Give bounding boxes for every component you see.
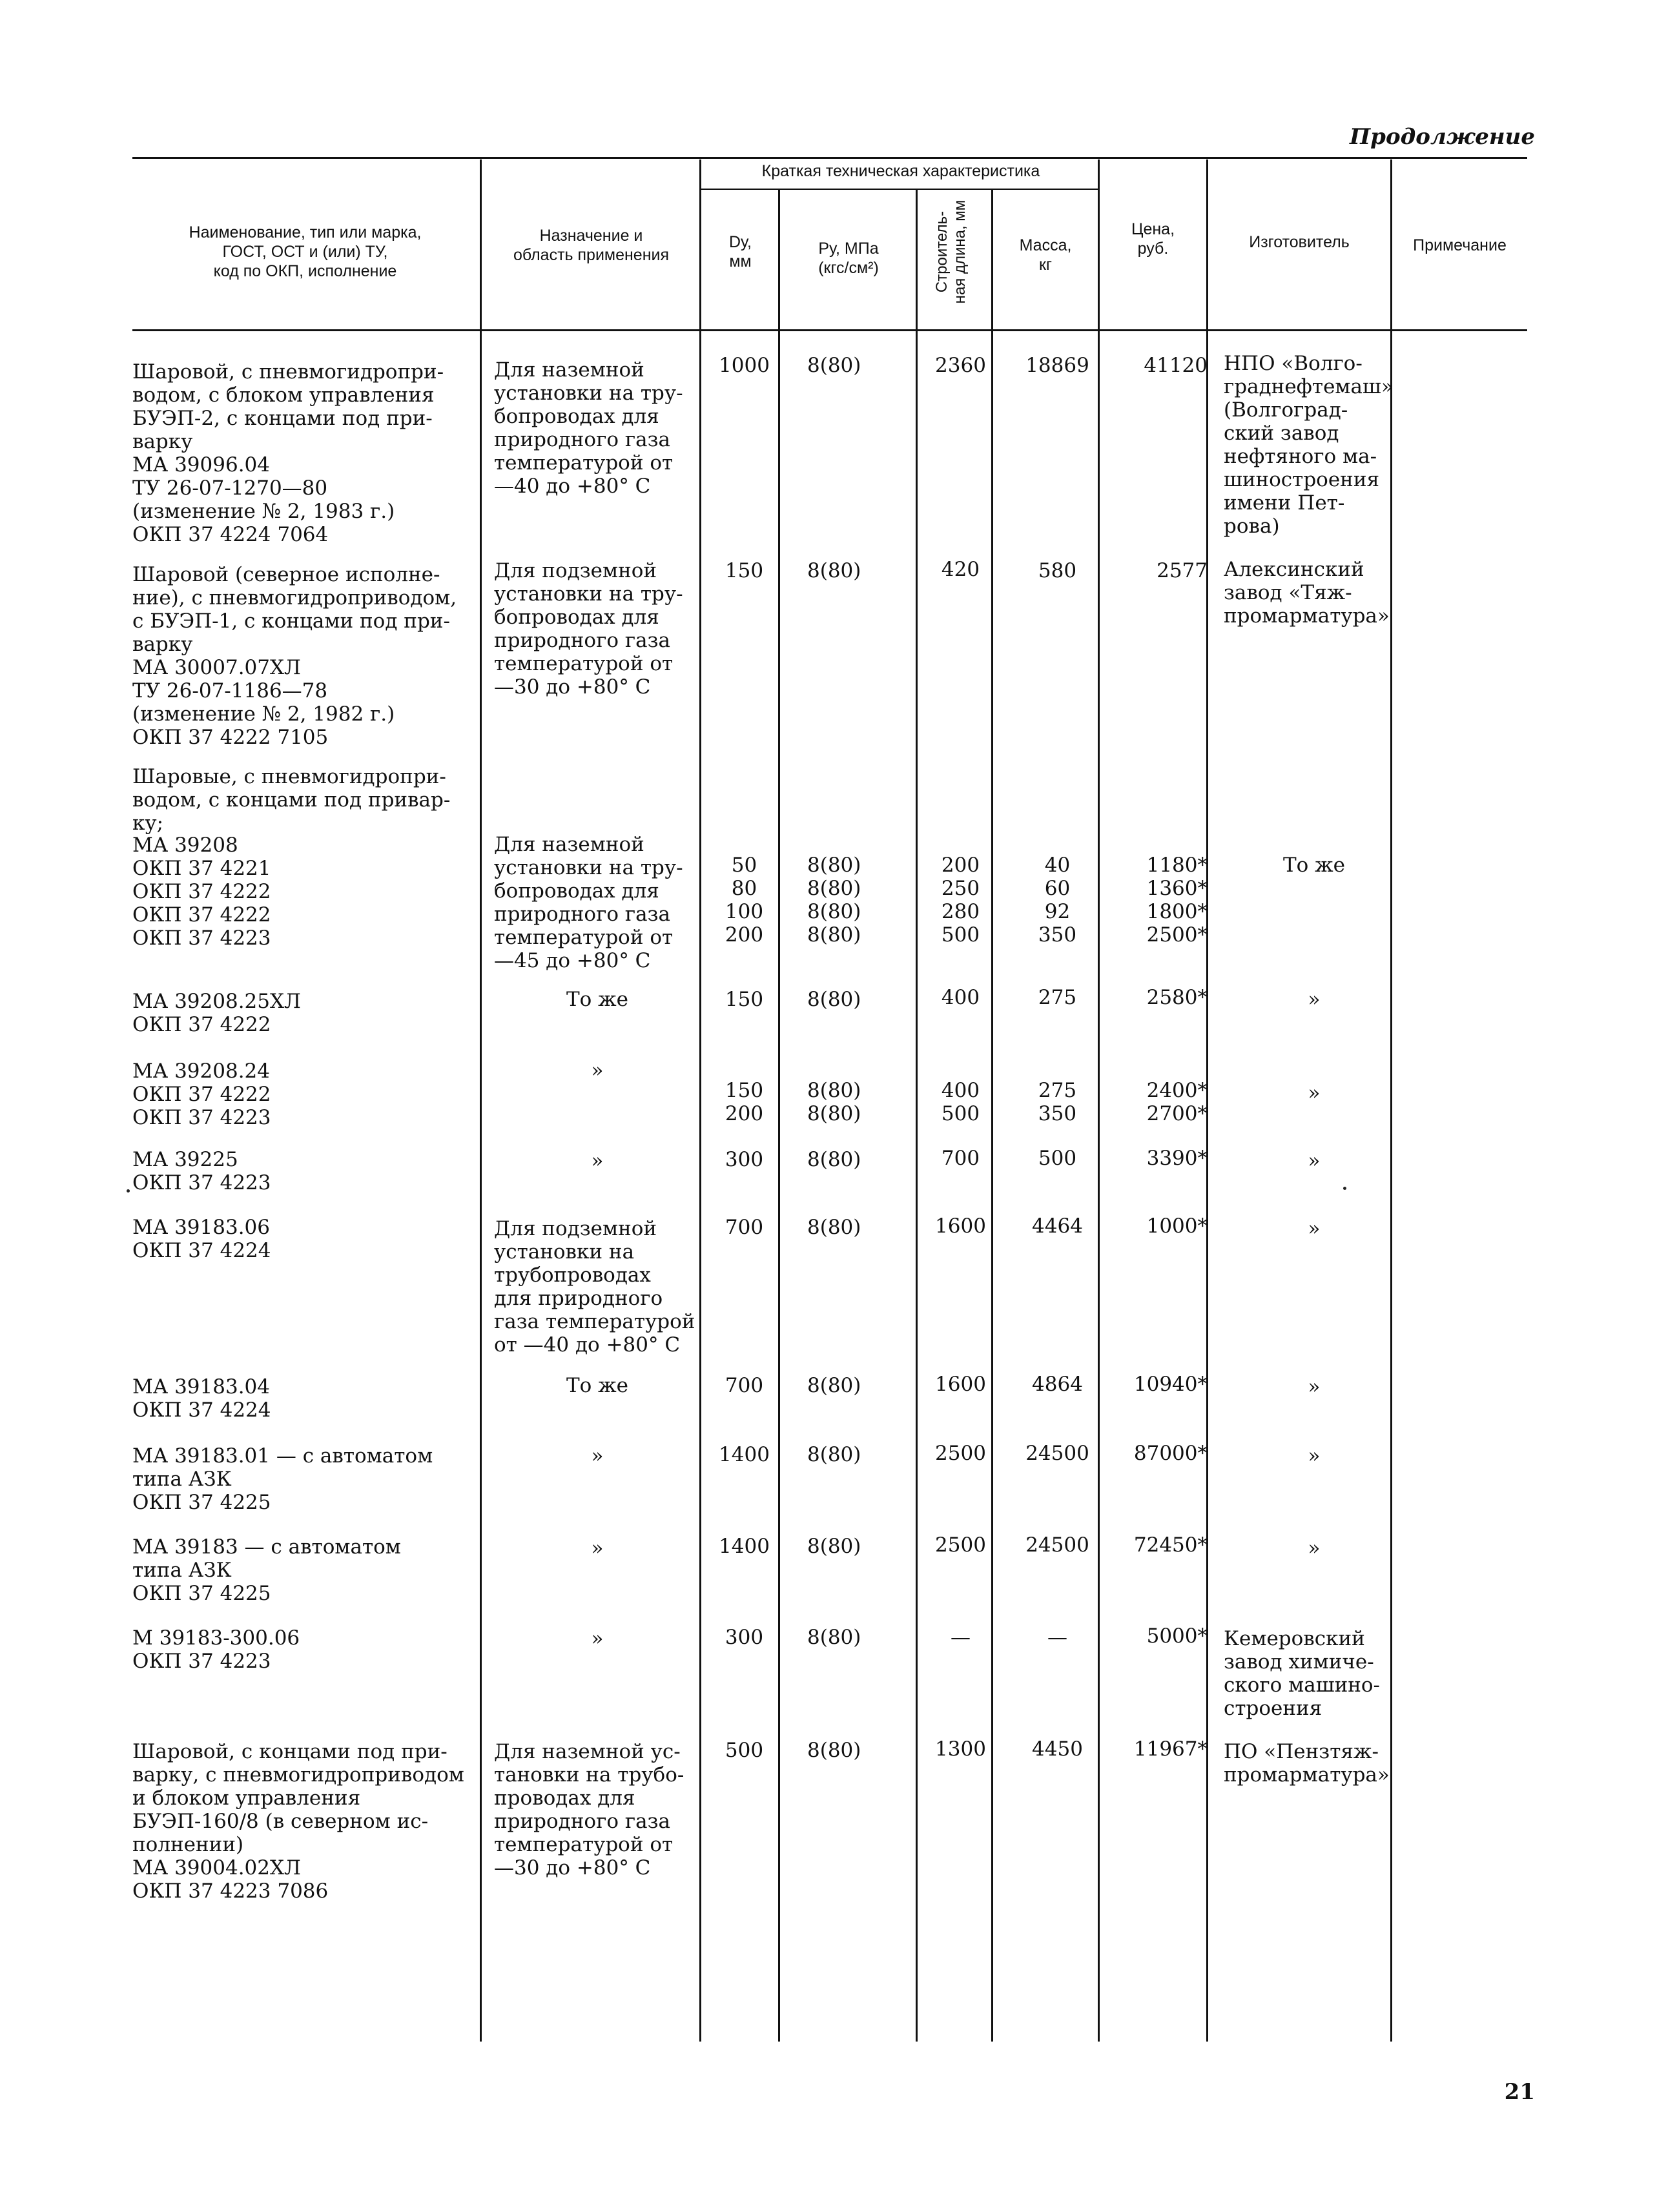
row-name: МА 39208.25ХЛ ОКП 37 4222: [132, 990, 301, 1036]
row-price: 11967*: [1133, 1737, 1208, 1761]
row-mass: 24500: [1025, 1533, 1089, 1557]
row-py: 8(80): [807, 1535, 861, 1558]
row-mass: 500: [1038, 1147, 1077, 1170]
row-name: МА 39183.06 ОКП 37 4224: [132, 1216, 271, 1262]
row-maker: Алексинский завод «Тяж- промарматура»: [1224, 558, 1390, 628]
row-dy: 150: [725, 988, 764, 1011]
row-purpose: Для подземной установки на тру- бопроводах для природного газа температурой от —30 до +80° С: [494, 559, 683, 699]
row-name: МА 39183.01 — с автоматом типа АЗК ОКП 37 4225: [132, 1444, 433, 1514]
row-length: —: [951, 1626, 971, 1649]
row-py: 8(80): [807, 1739, 861, 1762]
row-price: 72450*: [1133, 1533, 1208, 1557]
header-price: Цена, руб.: [1131, 220, 1175, 258]
column-divider: [916, 190, 918, 2042]
header-purpose: Назначение и область применения: [513, 227, 670, 264]
header-py: Pу, МПа (кгс/см²): [818, 240, 879, 277]
row-mass: 580: [1038, 559, 1077, 582]
row-maker: НПО «Волго- граднефтемаш» (Волгоград- ский завод нефтяного ма- шиностроения имени Пет- рова): [1224, 352, 1394, 538]
row-maker: »: [1308, 1444, 1321, 1468]
row-maker: »: [1308, 1217, 1321, 1240]
row-maker: Кемеровский завод химиче- ского машино- строения: [1224, 1627, 1381, 1720]
row-maker: »: [1308, 1081, 1321, 1105]
row-mass: 40 60 92 350: [1038, 854, 1077, 947]
header-bottom-rule: [132, 329, 1527, 331]
table-top-rule: [132, 157, 1527, 159]
row-length: 700: [941, 1147, 980, 1170]
row-py: 8(80): [807, 1374, 861, 1397]
row-name: М 39183-300.06 ОКП 37 4223: [132, 1626, 300, 1673]
row-mass: 18869: [1025, 354, 1089, 377]
row-dy: 1000: [719, 354, 770, 377]
scan-speck: [1343, 1187, 1346, 1190]
row-dy: 1400: [719, 1443, 770, 1466]
row-name: МА 39225 ОКП 37 4223: [132, 1148, 271, 1194]
row-maker: »: [1308, 1537, 1321, 1560]
row-purpose: Для наземной ус- тановки на трубо- проводах для природного газа температурой от —30 до +80° С: [494, 1740, 684, 1879]
row-mass: 275: [1038, 986, 1077, 1009]
row-purpose: То же: [566, 988, 629, 1011]
row-price: 1000*: [1146, 1214, 1208, 1238]
row-name: МА 39183 — с автоматом типа АЗК ОКП 37 4225: [132, 1535, 401, 1605]
row-price: 1180* 1360* 1800* 2500*: [1146, 854, 1208, 947]
row-mass: 275 350: [1038, 1079, 1077, 1125]
row-length: 400 500: [941, 1079, 980, 1125]
row-name: МА 39208 ОКП 37 4221 ОКП 37 4222 ОКП 37 4222 ОКП 37 4223: [132, 834, 271, 950]
row-purpose: Для наземной установки на тру- бопроводах для природного газа температурой от —40 до +80° С: [494, 358, 683, 498]
row-py: 8(80): [807, 1626, 861, 1649]
row-mass: —: [1047, 1626, 1067, 1649]
row-maker: »: [1308, 988, 1321, 1011]
row-maker: »: [1308, 1375, 1321, 1398]
row-mass: 24500: [1025, 1442, 1089, 1465]
row-length: 2500: [935, 1533, 986, 1557]
row-py: 8(80): [807, 1148, 861, 1171]
row-dy: 300: [725, 1148, 764, 1171]
row-length: 1600: [935, 1373, 986, 1396]
column-divider: [480, 159, 482, 2042]
scan-speck: [127, 1189, 130, 1193]
row-purpose: »: [591, 1059, 604, 1082]
row-maker: То же: [1282, 854, 1346, 877]
header-maker: Изготовитель: [1249, 233, 1350, 251]
row-price: 5000*: [1146, 1624, 1208, 1648]
header-group-tech: Краткая техническая характеристика: [761, 162, 1040, 180]
row-price: 2580*: [1146, 986, 1208, 1009]
row-name: Шаровой (северное исполне- ние), с пневмогидроприводом, с БУЭП-1, с концами под при- варку МА 30007.07ХЛ ТУ 26-07-1186—78 (изменение № 2, 1982 г.) ОКП 37 4222 7105: [132, 563, 457, 749]
row-length: 2360: [935, 354, 986, 377]
row-purpose: »: [591, 1149, 604, 1173]
header-note: Примечание: [1413, 236, 1507, 254]
row-name: Шаровой, с пневмогидропри- водом, с блоком управления БУЭП-2, с концами под при- варку МА 39096.04 ТУ 26-07-1270—80 (изменение № 2, 1983 г.) ОКП 37 4224 7064: [132, 360, 444, 546]
row-mass: 4864: [1032, 1373, 1083, 1396]
row-length: 2500: [935, 1442, 986, 1465]
row-length: 200 250 280 500: [941, 854, 980, 947]
row-mass: 4464: [1032, 1214, 1083, 1238]
row-dy: 1400: [719, 1535, 770, 1558]
row-dy: 150: [725, 559, 764, 582]
continuation-label: Продолжение: [1350, 124, 1535, 150]
row-name: Шаровой, с концами под при- варку, с пневмогидроприводом и блоком управления БУЭП-160/8 (в северном ис- полнении) МА 39004.02ХЛ ОКП 37 4223 7086: [132, 1740, 464, 1903]
row-py: 8(80): [807, 988, 861, 1011]
row-maker: ПО «Пензтяж- промарматура»: [1224, 1740, 1390, 1787]
row-purpose: »: [591, 1444, 604, 1468]
row-dy: 50 80 100 200: [725, 854, 764, 947]
row-length: 400: [941, 986, 980, 1009]
row-dy: 300: [725, 1626, 764, 1649]
row-price: 41120: [1144, 354, 1208, 377]
header-dy: Dу, мм: [729, 233, 752, 271]
row-price: 10940*: [1133, 1373, 1208, 1396]
row-purpose: Для наземной установки на тру- бопроводах для природного газа температурой от —45 до +80° С: [494, 833, 683, 972]
row-name: МА 39208.24 ОКП 37 4222 ОКП 37 4223: [132, 1060, 271, 1129]
header-mass: Масса, кг: [1019, 236, 1072, 274]
page-number: 21: [1504, 2079, 1535, 2105]
row-length: 1600: [935, 1214, 986, 1238]
row-py: 8(80): [807, 354, 861, 377]
row-purpose: »: [591, 1627, 604, 1650]
row-py: 8(80): [807, 559, 861, 582]
row-dy: 150 200: [725, 1079, 764, 1125]
row-mass: 4450: [1032, 1737, 1083, 1761]
row-name: МА 39183.04 ОКП 37 4224: [132, 1375, 271, 1422]
row-py: 8(80) 8(80): [807, 1079, 861, 1125]
row-dy: 700: [725, 1374, 764, 1397]
row-py: 8(80): [807, 1443, 861, 1466]
row-purpose: Для подземной установки на трубопроводах для природного газа температурой от —40 до +80° С: [494, 1217, 695, 1357]
row-maker: »: [1308, 1149, 1321, 1173]
row-price: 3390*: [1146, 1147, 1208, 1170]
row-purpose: »: [591, 1537, 604, 1560]
row-py: 8(80): [807, 1216, 861, 1239]
row-length: 420: [941, 558, 980, 581]
row-py: 8(80) 8(80) 8(80) 8(80): [807, 854, 861, 947]
row-price: 87000*: [1133, 1442, 1208, 1465]
row-dy: 500: [725, 1739, 764, 1762]
row-name: Шаровые, с пневмогидропри- водом, с концами под привар- ку;: [132, 765, 451, 835]
row-price: 2577: [1157, 559, 1208, 582]
row-price: 2400* 2700*: [1146, 1079, 1208, 1125]
row-dy: 700: [725, 1216, 764, 1239]
row-purpose: То же: [566, 1374, 629, 1397]
row-length: 1300: [935, 1737, 986, 1761]
group-header-rule: [701, 189, 1098, 190]
header-name: Наименование, тип или марка, ГОСТ, ОСТ и (или) ТУ, код по ОКП, исполнение: [189, 223, 422, 280]
header-length: Строитель- ная длина, мм: [933, 200, 969, 304]
